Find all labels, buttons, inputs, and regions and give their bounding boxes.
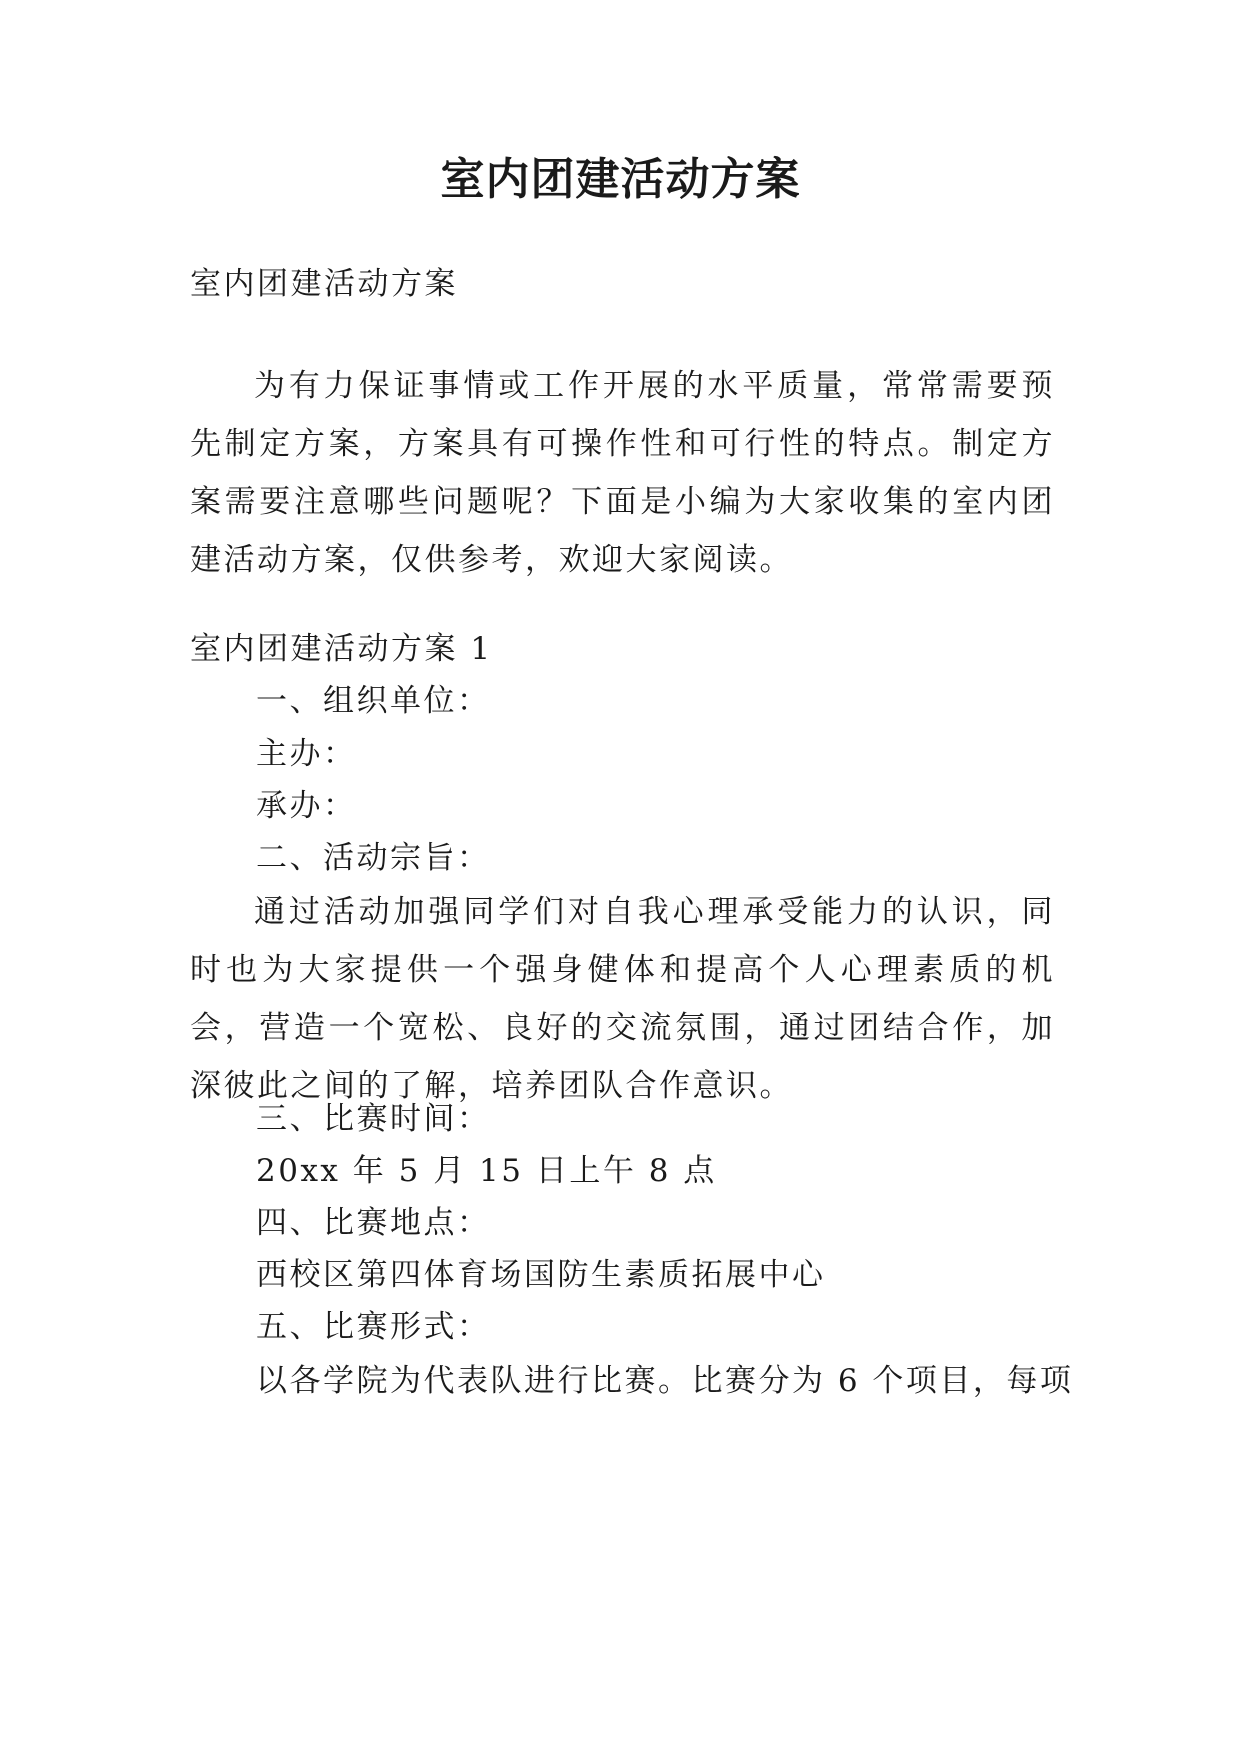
purpose-paragraph: 通过活动加强同学们对自我心理承受能力的认识，同时也为大家提供一个强身健体和提高个人心理素质的机会，营造一个宽松、良好的交流氛围，通过团结合作，加深彼此之间的了解，培养团队合作意识。 xyxy=(190,894,1055,1104)
format-heading: 五、比赛形式： xyxy=(256,1309,491,1345)
section-title: 室内团建活动方案 1 xyxy=(190,631,493,667)
format-paragraph: 以各学院为代表队进行比赛。比赛分为 6 个项目，每项 xyxy=(256,1363,1074,1399)
org-heading: 一、组织单位： xyxy=(256,683,491,719)
time-value: 20xx 年 5 月 15 日上午 8 点 xyxy=(256,1153,717,1189)
intro-paragraph: 为有力保证事情或工作开展的水平质量，常常需要预先制定方案，方案具有可操作性和可行性的特点。制定方案需要注意哪些问题呢？下面是小编为大家收集的室内团建活动方案，仅供参考，欢迎大家阅读。 xyxy=(190,368,1055,578)
place-value: 西校区第四体育场国防生素质拓展中心 xyxy=(256,1257,826,1293)
undertaker-line: 承办： xyxy=(256,788,357,824)
place-heading: 四、比赛地点： xyxy=(256,1205,491,1241)
host-line: 主办： xyxy=(256,736,357,772)
time-heading: 三、比赛时间： xyxy=(256,1101,491,1137)
purpose-heading: 二、活动宗旨： xyxy=(256,840,491,876)
document-subtitle: 室内团建活动方案 xyxy=(190,266,458,302)
document-title: 室内团建活动方案 xyxy=(440,154,801,205)
